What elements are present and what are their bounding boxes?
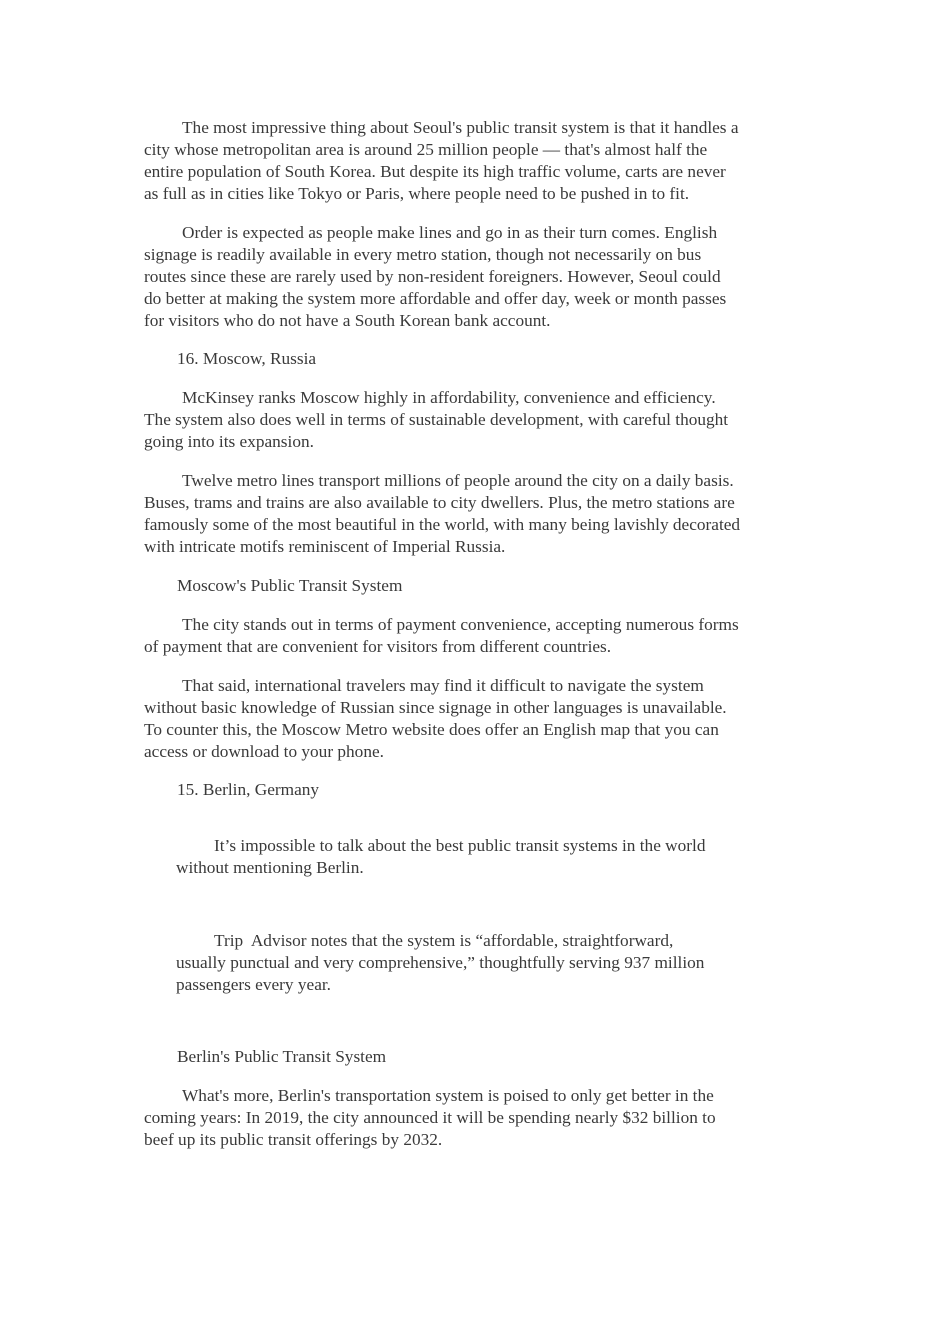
text-line: do better at making the system more affordable and offer day, week or month passes bbox=[144, 289, 727, 308]
text-line: usually punctual and very comprehensive,” thoughtfully serving 937 million bbox=[176, 953, 705, 972]
section-heading-moscow: 16. Moscow, Russia bbox=[177, 349, 317, 368]
text-line: What's more, Berlin's transportation system is poised to only get better in the bbox=[182, 1086, 714, 1105]
paragraph-moscow-ranking bbox=[144, 387, 810, 453]
paragraph-moscow-payment bbox=[144, 614, 810, 658]
paragraph-berlin-investment bbox=[144, 1085, 810, 1151]
text-line: as full as in cities like Tokyo or Paris, where people need to be pushed in to fit. bbox=[144, 184, 690, 203]
section-heading-berlin: 15. Berlin, Germany bbox=[177, 780, 320, 799]
text-line: access or download to your phone. bbox=[144, 742, 384, 761]
text-line: without basic knowledge of Russian since signage in other languages is unavailable. bbox=[144, 698, 727, 717]
text-line: entire population of South Korea. But despite its high traffic volume, carts are never bbox=[144, 162, 726, 181]
text-line: That said, international travelers may find it difficult to navigate the system bbox=[182, 676, 704, 695]
paragraph-berlin-intro bbox=[176, 835, 776, 879]
paragraph-seoul-order bbox=[144, 222, 810, 332]
text-line: McKinsey ranks Moscow highly in affordability, convenience and efficiency. bbox=[182, 388, 716, 407]
paragraph-moscow-navigation bbox=[144, 675, 810, 763]
section-heading-moscow-system: Moscow's Public Transit System bbox=[177, 576, 403, 595]
text-line: The most impressive thing about Seoul's public transit system is that it handles a bbox=[182, 118, 739, 137]
text-line: passengers every year. bbox=[176, 975, 331, 994]
text-line: for visitors who do not have a South Korean bank account. bbox=[144, 311, 551, 330]
text-line: famously some of the most beautiful in the world, with many being lavishly decorated bbox=[144, 515, 741, 534]
text-line: Order is expected as people make lines and go in as their turn comes. English bbox=[182, 223, 718, 242]
text-line: The city stands out in terms of payment convenience, accepting numerous forms bbox=[182, 615, 739, 634]
text-line: beef up its public transit offerings by 2032. bbox=[144, 1130, 443, 1149]
text-line: going into its expansion. bbox=[144, 432, 314, 451]
text-line: of payment that are convenient for visitors from different countries. bbox=[144, 637, 612, 656]
paragraph-seoul-capacity bbox=[144, 117, 810, 205]
paragraph-berlin-tripadvisor bbox=[176, 930, 796, 996]
text-line: signage is readily available in every metro station, though not necessarily on bus bbox=[144, 245, 702, 264]
text-line: Twelve metro lines transport millions of people around the city on a daily basis. bbox=[182, 471, 734, 490]
text-line: To counter this, the Moscow Metro website does offer an English map that you can bbox=[144, 720, 719, 739]
text-line: without mentioning Berlin. bbox=[176, 858, 364, 877]
text-line: The system also does well in terms of sustainable development, with careful thought bbox=[144, 410, 729, 429]
text-line: Trip Advisor notes that the system is “affordable, straightforward, bbox=[214, 931, 674, 950]
paragraph-moscow-metro bbox=[144, 470, 810, 558]
text-line: Buses, trams and trains are also available to city dwellers. Plus, the metro stations are bbox=[144, 493, 735, 512]
text-line: city whose metropolitan area is around 25 million people — that's almost half the bbox=[144, 140, 708, 159]
section-heading-berlin-system: Berlin's Public Transit System bbox=[177, 1047, 387, 1066]
text-line: with intricate motifs reminiscent of Imperial Russia. bbox=[144, 537, 506, 556]
text-line: It’s impossible to talk about the best public transit systems in the world bbox=[214, 836, 706, 855]
text-line: coming years: In 2019, the city announced it will be spending nearly $32 billion to bbox=[144, 1108, 716, 1127]
text-line: routes since these are rarely used by non-resident foreigners. However, Seoul could bbox=[144, 267, 721, 286]
